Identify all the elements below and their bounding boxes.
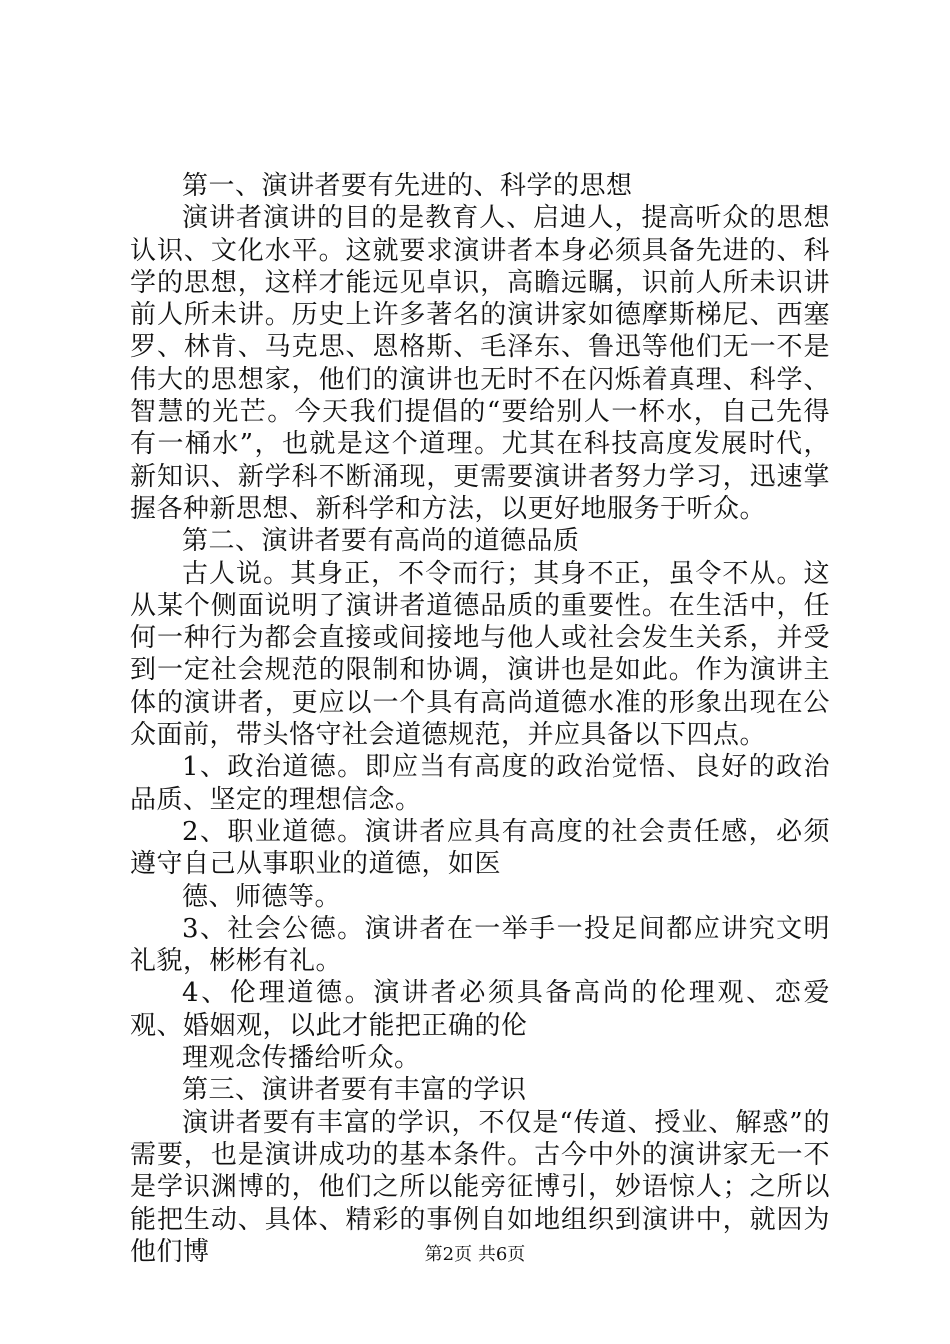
section-heading-1: 第一、演讲者要有先进的、科学的思想 (182, 171, 633, 201)
list-item-social: 3、社会公德。演讲者在一举手一投足间都应讲究文明礼貌，彬彬有礼。 (130, 913, 830, 977)
section-heading-3: 第三、演讲者要有丰富的学识 (182, 1075, 527, 1106)
list-item-ethics: 4、伦理道德。演讲者必须具备高尚的伦理观、恋爱观、婚姻观，以此才能把正确的伦 (130, 978, 830, 1041)
body-paragraph-3: 演讲者要有丰富的学识，不仅是“传道、授业、解惑”的需要，也是演讲成功的基本条件。古今中外的演讲家无一不是学识渊博的，他们之所以能旁征博引，妙语惊人；之所以能把生动、具体、精彩的事例自如地组织到演讲中，就因为他们博 (130, 1107, 830, 1267)
list-item-professional-cont: 德、师德等。 (182, 881, 342, 912)
body-paragraph-1: 演讲者演讲的目的是教育人、启迪人，提高听众的思想认识、文化水平。这就要求演讲者本身必须具备先进的、科学的思想，这样才能远见卓识，高瞻远瞩，识前人所未识讲前人所未讲。历史上许多著名的演讲家如德摩斯梯尼、西塞罗、林肯、马克思、恩格斯、毛泽东、鲁迅等他们无一不是伟大的思想家，他们的演讲也无时不在闪烁着真理、科学、智慧的光芒。今天我们提倡的“要给别人一杯水，自己先得有一桶水”，也就是这个道理。尤其在科技高度发展时代，新知识、新学科不断涌现，更需要演讲者努力学习，迅速掌握各种新思想、新科学和方法，以更好地服务于听众。 (130, 203, 830, 524)
page-footer: 第2页 共6页 (424, 1244, 526, 1265)
document-body (130, 170, 830, 1268)
list-item-political: 1、政治道德。即应当有高度的政治觉悟、良好的政治品质、坚定的理想信念。 (130, 752, 830, 815)
list-item-ethics-cont: 理观念传播给听众。 (182, 1043, 421, 1074)
list-item-professional: 2、职业道德。演讲者应具有高度的社会责任感，必须遵守自己从事职业的道德，如医 (130, 816, 830, 880)
section-heading-2: 第二、演讲者要有高尚的道德品质 (182, 526, 580, 557)
body-paragraph-2: 古人说。其身正，不令而行；其身不正，虽令不从。这从某个侧面说明了演讲者道德品质的重要性。在生活中，任何一种行为都会直接或间接地与他人或社会发生关系，并受到一定社会规范的限制和协调，演讲也是如此。作为演讲主体的演讲者，更应以一个具有高尚道德水准的形象出现在公众面前，带头恪守社会道德规范，并应具备以下四点。 (130, 558, 830, 751)
